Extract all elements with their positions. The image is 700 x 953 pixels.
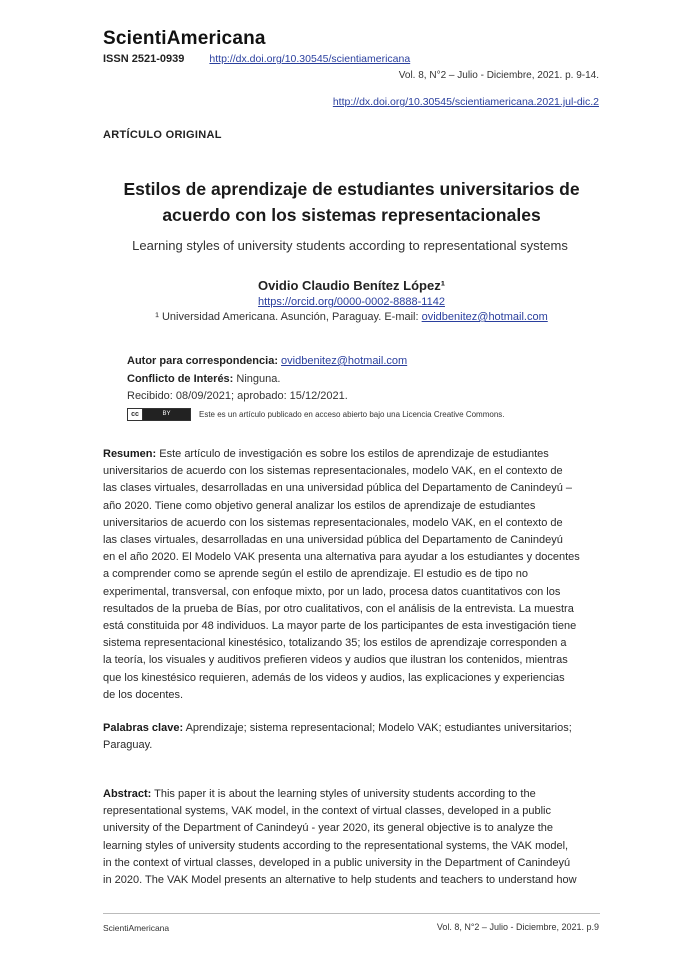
article-title [103, 176, 600, 228]
abstract-line: university of the Department of Canindeyú - year 2020, its general objective is to analyze the [103, 822, 554, 835]
affiliation [103, 311, 600, 323]
resumen-line: que los kinestésico requieren, además de los videos y audios, las explicaciones y experiencias [103, 671, 565, 684]
volume-info: Vol. 8, N°2 – Julio - Diciembre, 2021. p. 9-14. [398, 70, 599, 81]
correspondence-row [127, 355, 407, 367]
orcid-row [103, 296, 600, 308]
correspondence-email-link[interactable]: ovidbenitez@hotmail.com [281, 355, 408, 367]
resumen-line: de los docentes. [103, 688, 184, 701]
resumen-line: universitarios de acuerdo con los sistemas representacionales, modelo VAK, en el contexto de [103, 465, 563, 478]
resumen-line: experimental, transversal, con enfoque mixto, por un lado, procesa datos cuantitativos con los [103, 585, 561, 598]
cc-icon-label: cc [128, 409, 143, 420]
cc-by-icon[interactable] [127, 408, 191, 421]
abstract-line: representational systems, VAK model, in the context of virtual classes, developed in a public [103, 805, 551, 818]
resumen-line: está constituida por 48 individuos. La mayor parte de los participantes de esta investigación tiene [103, 620, 577, 633]
keywords-paragraph [103, 720, 600, 754]
footer-page-info: Vol. 8, N°2 – Julio - Diciembre, 2021. p.9 [436, 922, 599, 932]
keywords-line: Paraguay. [103, 739, 153, 752]
license-row [127, 408, 505, 421]
resumen-label: Resumen: [103, 448, 157, 460]
abstract-label: Abstract: [103, 788, 152, 800]
license-text: Este es un artículo publicado en acceso abierto bajo una Licencia Creative Commons. [199, 410, 505, 419]
resumen-line: año 2020. Tiene como objetivo general analizar los estilos de aprendizaje de estudiantes [103, 499, 536, 512]
resumen-line: las clases virtuales, desarrolladas en una universidad pública del Departamento de Canindeyú – [103, 482, 573, 495]
keywords-line: Aprendizaje; sistema representacional; Modelo VAK; estudiantes universitarios; [185, 722, 572, 734]
orcid-link[interactable]: https://orcid.org/0000-0002-8888-1142 [258, 296, 445, 308]
abstract-line: learning styles of university students according to the representational systems, the VAK model, [103, 839, 569, 852]
resumen-line: resultados de la prueba de Bías, por otro cualitativos, con el análisis de la entrevista. La muestra [103, 602, 574, 615]
resumen-line: las clases virtuales, desarrolladas en una universidad pública del Departamento de Canindeyú [103, 534, 563, 547]
affiliation-email-link[interactable]: ovidbenitez@hotmail.com [421, 311, 548, 323]
issn-row [103, 53, 410, 65]
resumen-line: Este artículo de investigación es sobre los estilos de aprendizaje de estudiantes [159, 448, 549, 460]
correspondence-label: Autor para correspondencia: [127, 355, 278, 367]
abstract-line: in the context of virtual classes, developed in a public university in the Department of Canindeyú [103, 856, 571, 869]
journal-name: ScientiAmericana [103, 28, 266, 49]
section-label: ARTÍCULO ORIGINAL [103, 129, 222, 141]
author-name: Ovidio Claudio Benítez López¹ [257, 278, 446, 293]
resumen-line: sistema representacional kinestésico, totalizando 35; los estilos de aprendizaje corresponden a [103, 637, 567, 650]
conflict-value: Ninguna. [236, 373, 281, 385]
resumen-line: a comprender como se aprende según el estilo de aprendizaje. El estudio es de tipo no [103, 568, 528, 581]
resumen-paragraph [103, 446, 600, 704]
journal-doi-link[interactable]: http://dx.doi.org/10.30545/scientiamericana [209, 53, 411, 65]
article-doi-link[interactable]: http://dx.doi.org/10.30545/scientiamericana.2021.jul-dic.2 [332, 96, 599, 108]
resumen-line: universitarios de acuerdo con los sistemas representacionales, modelo VAK, en el contexto de [103, 516, 563, 529]
affiliation-text: ¹ Universidad Americana. Asunción, Paraguay. E-mail: [155, 311, 422, 323]
dates-row: Recibido: 08/09/2021; aprobado: 15/12/2021. [127, 390, 348, 402]
by-icon-label: BY [143, 409, 190, 420]
article-subtitle: Learning styles of university students according to representational systems [132, 238, 568, 253]
conflict-row [127, 373, 280, 385]
footer-divider [103, 913, 600, 914]
title-line: acuerdo con los sistemas representacionales [162, 205, 541, 225]
title-line: Estilos de aprendizaje de estudiantes universitarios de [123, 179, 580, 199]
abstract-line: This paper it is about the learning styles of university students according to the [154, 788, 536, 800]
resumen-line: en el año 2020. El Modelo VAK presenta una alternativa para ayudar a los estudiantes y docentes [103, 551, 580, 564]
abstract-line: in 2020. The VAK Model presents an alternative to help students and teachers to understand how [103, 874, 577, 887]
issn: ISSN 2521-0939 [103, 53, 185, 65]
footer-journal: ScientiAmericana [103, 923, 170, 933]
keywords-label: Palabras clave: [103, 722, 184, 734]
conflict-label: Conflicto de Interés: [127, 373, 234, 385]
resumen-line: la teoría, los visuales y auditivos prefieren videos y audios que ilustran los contenidos, mientras [103, 654, 568, 667]
abstract-paragraph [103, 786, 600, 889]
